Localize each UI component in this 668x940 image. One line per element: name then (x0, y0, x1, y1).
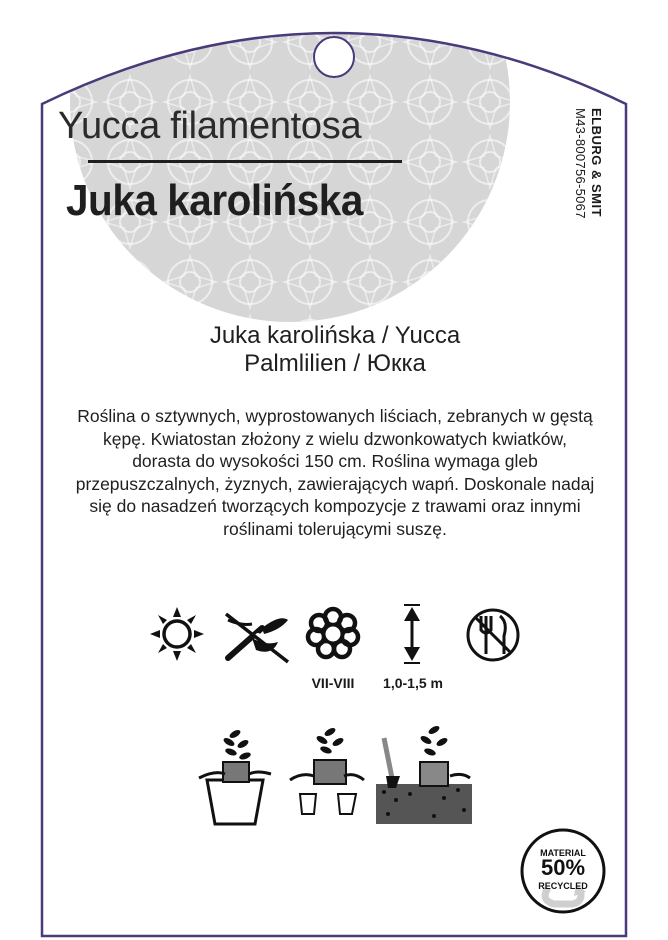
brand-name: ELBURG & SMIT (589, 108, 604, 218)
planting-step-soak-icon (286, 722, 368, 828)
common-names-line2: Palmlilien / Юкка (244, 350, 426, 377)
no-pruning-icon (222, 606, 292, 666)
height-arrow-icon (400, 603, 424, 665)
recycled-badge (520, 828, 606, 914)
local-name: Juka karolińska (66, 176, 363, 225)
height-range: 1,0-1,5 m (383, 675, 443, 691)
badge-line3: RECYCLED (538, 881, 588, 891)
badge-line1: MATERIAL (540, 848, 586, 858)
not-edible-icon (464, 606, 522, 664)
article-code: M43-800756-5067 (573, 108, 588, 219)
common-names-line1: Juka karolińska / Yucca (209, 322, 461, 349)
planting-step-pot-icon (195, 722, 275, 828)
plant-description: Roślina o sztywnych, wyprostowanych liściach, zebranych w gęstą kępę. Kwiatostan złożony z wielu dzwonkowatych kwiatków, dorasta do wysokości 150 cm. Roślina wymaga gleb przepuszczalnych, żyznych, zawierających wapń. Doskonale nadaj się do nasadzeń tworzących kompozycje z trawami oraz innymi roślinami tolerującymi suszę. (75, 406, 595, 539)
flowering-period: VII-VIII (311, 675, 355, 691)
brand-block (571, 108, 607, 238)
sun-icon (148, 605, 206, 663)
common-names (150, 322, 520, 378)
hang-hole (314, 37, 354, 77)
title-divider (88, 160, 402, 163)
flower-icon (304, 605, 362, 663)
latin-name: Yucca filamentosa (58, 105, 362, 147)
planting-step-plant-icon (374, 718, 474, 828)
badge-line2: 50% (540, 855, 586, 880)
